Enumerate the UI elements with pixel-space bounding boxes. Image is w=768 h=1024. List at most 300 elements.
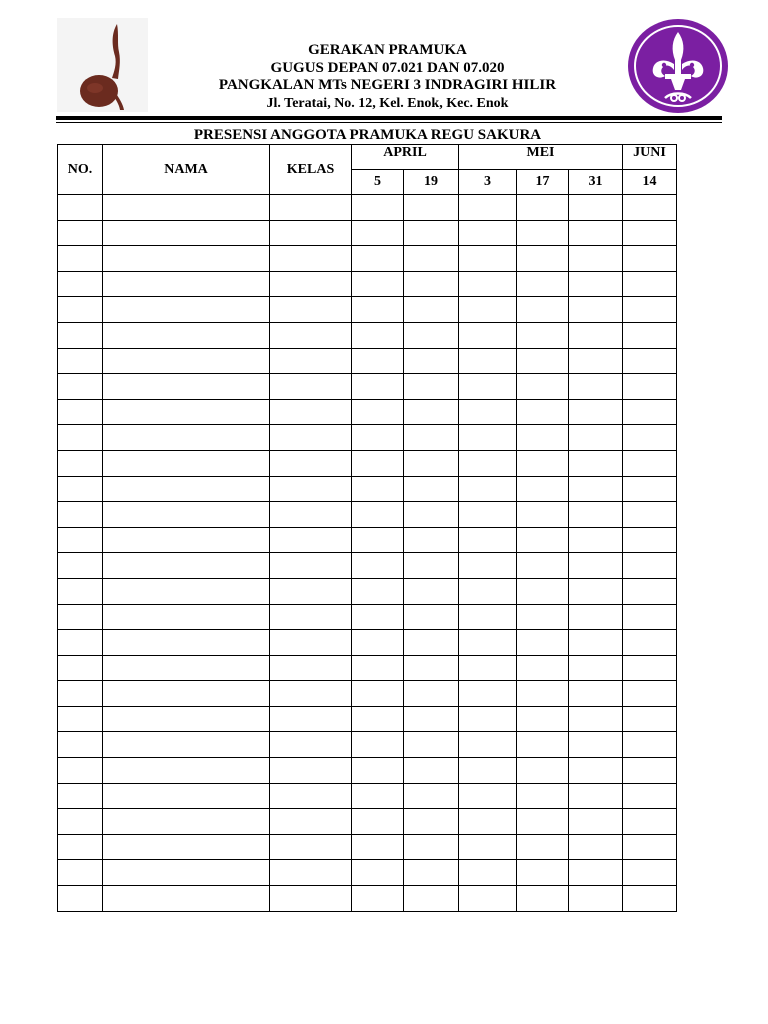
cell-attendance[interactable] [517, 732, 569, 758]
cell-nama[interactable] [103, 783, 270, 809]
table-row [58, 655, 677, 681]
cell-attendance[interactable] [569, 425, 623, 451]
cell-attendance[interactable] [459, 502, 517, 528]
cell-kelas[interactable] [270, 732, 352, 758]
cell-attendance[interactable] [459, 681, 517, 707]
cell-attendance[interactable] [517, 297, 569, 323]
cell-attendance[interactable] [352, 348, 404, 374]
cell-no[interactable] [58, 322, 103, 348]
cell-kelas[interactable] [270, 476, 352, 502]
cell-attendance[interactable] [517, 502, 569, 528]
cell-attendance[interactable] [517, 399, 569, 425]
header-kelas: KELAS [270, 145, 352, 195]
cell-kelas[interactable] [270, 246, 352, 272]
cell-attendance[interactable] [623, 732, 677, 758]
cell-nama[interactable] [103, 374, 270, 400]
cell-attendance[interactable] [517, 476, 569, 502]
cell-attendance[interactable] [404, 630, 459, 656]
cell-attendance[interactable] [623, 886, 677, 912]
cell-attendance[interactable] [404, 553, 459, 579]
cell-attendance[interactable] [459, 399, 517, 425]
cell-kelas[interactable] [270, 681, 352, 707]
cell-attendance[interactable] [459, 706, 517, 732]
cell-attendance[interactable] [404, 809, 459, 835]
header-line-pangkalan: PANGKALAN MTs NEGERI 3 INDRAGIRI HILIR [218, 77, 557, 93]
cell-no[interactable] [58, 297, 103, 323]
cell-nama[interactable] [103, 732, 270, 758]
cell-attendance[interactable] [623, 655, 677, 681]
wosm-logo [627, 18, 729, 114]
cell-attendance[interactable] [517, 527, 569, 553]
cell-attendance[interactable] [569, 348, 623, 374]
cell-attendance[interactable] [569, 834, 623, 860]
cell-attendance[interactable] [459, 809, 517, 835]
cell-kelas[interactable] [270, 450, 352, 476]
cell-attendance[interactable] [404, 399, 459, 425]
cell-attendance[interactable] [352, 450, 404, 476]
cell-kelas[interactable] [270, 502, 352, 528]
cell-attendance[interactable] [352, 297, 404, 323]
table-row [58, 886, 677, 912]
cell-no[interactable] [58, 374, 103, 400]
cell-attendance[interactable] [517, 220, 569, 246]
cell-attendance[interactable] [404, 220, 459, 246]
cell-no[interactable] [58, 220, 103, 246]
cell-kelas[interactable] [270, 399, 352, 425]
cell-attendance[interactable] [404, 322, 459, 348]
cell-attendance[interactable] [623, 450, 677, 476]
cell-attendance[interactable] [623, 399, 677, 425]
cell-attendance[interactable] [517, 374, 569, 400]
table-row [58, 706, 677, 732]
cell-attendance[interactable] [352, 374, 404, 400]
cell-attendance[interactable] [569, 220, 623, 246]
table-row [58, 860, 677, 886]
cell-attendance[interactable] [459, 834, 517, 860]
cell-attendance[interactable] [352, 681, 404, 707]
cell-attendance[interactable] [623, 783, 677, 809]
cell-no[interactable] [58, 450, 103, 476]
cell-attendance[interactable] [517, 246, 569, 272]
cell-attendance[interactable] [404, 502, 459, 528]
fleur-de-lis-icon [627, 18, 729, 114]
cell-no[interactable] [58, 860, 103, 886]
tunas-kelapa-logo [57, 18, 148, 112]
cell-attendance[interactable] [623, 271, 677, 297]
cell-no[interactable] [58, 246, 103, 272]
cell-attendance[interactable] [459, 604, 517, 630]
cell-attendance[interactable] [517, 630, 569, 656]
table-row [58, 476, 677, 502]
header-date: 14 [623, 170, 677, 195]
cell-nama[interactable] [103, 348, 270, 374]
cell-nama[interactable] [103, 578, 270, 604]
cell-attendance[interactable] [517, 809, 569, 835]
cell-nama[interactable] [103, 630, 270, 656]
cell-no[interactable] [58, 732, 103, 758]
cell-attendance[interactable] [569, 655, 623, 681]
cell-attendance[interactable] [623, 834, 677, 860]
cell-attendance[interactable] [623, 604, 677, 630]
cell-attendance[interactable] [404, 655, 459, 681]
cell-attendance[interactable] [352, 502, 404, 528]
cell-attendance[interactable] [517, 450, 569, 476]
cell-nama[interactable] [103, 271, 270, 297]
cell-kelas[interactable] [270, 271, 352, 297]
cell-attendance[interactable] [569, 271, 623, 297]
table-row [58, 681, 677, 707]
cell-attendance[interactable] [352, 706, 404, 732]
cell-attendance[interactable] [459, 783, 517, 809]
cell-attendance[interactable] [569, 681, 623, 707]
cell-nama[interactable] [103, 399, 270, 425]
cell-attendance[interactable] [352, 476, 404, 502]
cell-attendance[interactable] [623, 681, 677, 707]
cell-attendance[interactable] [404, 450, 459, 476]
cell-attendance[interactable] [352, 553, 404, 579]
cell-kelas[interactable] [270, 834, 352, 860]
cell-kelas[interactable] [270, 578, 352, 604]
cell-attendance[interactable] [623, 348, 677, 374]
cell-attendance[interactable] [623, 220, 677, 246]
cell-kelas[interactable] [270, 655, 352, 681]
header-nama: NAMA [103, 145, 270, 195]
cell-attendance[interactable] [352, 630, 404, 656]
cell-attendance[interactable] [352, 578, 404, 604]
cell-attendance[interactable] [517, 758, 569, 784]
cell-no[interactable] [58, 553, 103, 579]
cell-kelas[interactable] [270, 553, 352, 579]
cell-attendance[interactable] [352, 271, 404, 297]
cell-attendance[interactable] [569, 783, 623, 809]
cell-attendance[interactable] [569, 706, 623, 732]
cell-nama[interactable] [103, 553, 270, 579]
cell-attendance[interactable] [517, 783, 569, 809]
cell-kelas[interactable] [270, 220, 352, 246]
cell-attendance[interactable] [404, 195, 459, 221]
cell-attendance[interactable] [623, 374, 677, 400]
header-divider-thin [56, 122, 722, 123]
cell-attendance[interactable] [623, 578, 677, 604]
letterhead [150, 42, 625, 112]
cell-attendance[interactable] [352, 860, 404, 886]
cell-attendance[interactable] [404, 758, 459, 784]
cell-kelas[interactable] [270, 425, 352, 451]
table-row [58, 246, 677, 272]
cell-attendance[interactable] [517, 706, 569, 732]
cell-attendance[interactable] [517, 425, 569, 451]
header-date: 3 [459, 170, 517, 195]
cell-attendance[interactable] [352, 758, 404, 784]
cell-attendance[interactable] [517, 322, 569, 348]
cell-attendance[interactable] [569, 860, 623, 886]
cell-kelas[interactable] [270, 374, 352, 400]
cell-attendance[interactable] [459, 578, 517, 604]
cell-attendance[interactable] [569, 450, 623, 476]
cell-attendance[interactable] [623, 476, 677, 502]
cell-attendance[interactable] [459, 374, 517, 400]
cell-no[interactable] [58, 681, 103, 707]
cell-attendance[interactable] [569, 502, 623, 528]
cell-attendance[interactable] [459, 271, 517, 297]
cell-attendance[interactable] [404, 271, 459, 297]
header-date: 5 [352, 170, 404, 195]
cell-attendance[interactable] [404, 604, 459, 630]
cell-attendance[interactable] [623, 246, 677, 272]
cell-attendance[interactable] [569, 630, 623, 656]
cell-attendance[interactable] [623, 297, 677, 323]
header-line-org: GERAKAN PRAMUKA [308, 42, 467, 58]
cell-attendance[interactable] [569, 886, 623, 912]
cell-attendance[interactable] [459, 348, 517, 374]
cell-attendance[interactable] [459, 527, 517, 553]
cell-kelas[interactable] [270, 348, 352, 374]
cell-attendance[interactable] [517, 553, 569, 579]
table-row [58, 630, 677, 656]
cell-no[interactable] [58, 630, 103, 656]
cell-attendance[interactable] [623, 809, 677, 835]
cell-attendance[interactable] [459, 655, 517, 681]
cell-kelas[interactable] [270, 783, 352, 809]
cell-no[interactable] [58, 578, 103, 604]
table-row [58, 425, 677, 451]
table-row [58, 809, 677, 835]
cell-nama[interactable] [103, 220, 270, 246]
cell-kelas[interactable] [270, 322, 352, 348]
cell-attendance[interactable] [352, 399, 404, 425]
cell-attendance[interactable] [569, 297, 623, 323]
attendance-rows [58, 195, 677, 912]
cell-attendance[interactable] [569, 374, 623, 400]
cell-no[interactable] [58, 834, 103, 860]
cell-no[interactable] [58, 271, 103, 297]
cell-nama[interactable] [103, 809, 270, 835]
cell-attendance[interactable] [459, 425, 517, 451]
table-row [58, 322, 677, 348]
cell-attendance[interactable] [569, 246, 623, 272]
header-month-april: APRIL [352, 145, 459, 170]
cell-attendance[interactable] [404, 578, 459, 604]
cell-attendance[interactable] [459, 450, 517, 476]
cell-nama[interactable] [103, 195, 270, 221]
cell-no[interactable] [58, 527, 103, 553]
cell-no[interactable] [58, 502, 103, 528]
cell-attendance[interactable] [459, 220, 517, 246]
table-row [58, 271, 677, 297]
cell-attendance[interactable] [569, 322, 623, 348]
cell-attendance[interactable] [517, 271, 569, 297]
cell-attendance[interactable] [352, 604, 404, 630]
cell-attendance[interactable] [623, 425, 677, 451]
cell-nama[interactable] [103, 706, 270, 732]
header-month-mei: MEI [459, 145, 623, 170]
cell-attendance[interactable] [404, 374, 459, 400]
cell-attendance[interactable] [517, 834, 569, 860]
cell-attendance[interactable] [569, 604, 623, 630]
cell-attendance[interactable] [517, 578, 569, 604]
cell-attendance[interactable] [352, 886, 404, 912]
header-date: 31 [569, 170, 623, 195]
cell-attendance[interactable] [404, 706, 459, 732]
cell-no[interactable] [58, 348, 103, 374]
cell-no[interactable] [58, 809, 103, 835]
cell-attendance[interactable] [623, 527, 677, 553]
cell-no[interactable] [58, 195, 103, 221]
cell-kelas[interactable] [270, 706, 352, 732]
cell-kelas[interactable] [270, 758, 352, 784]
cell-attendance[interactable] [404, 425, 459, 451]
cell-attendance[interactable] [404, 297, 459, 323]
cell-attendance[interactable] [459, 732, 517, 758]
cell-attendance[interactable] [459, 860, 517, 886]
cell-attendance[interactable] [517, 348, 569, 374]
cell-attendance[interactable] [569, 553, 623, 579]
cell-no[interactable] [58, 604, 103, 630]
cell-kelas[interactable] [270, 297, 352, 323]
cell-attendance[interactable] [459, 886, 517, 912]
cell-attendance[interactable] [404, 476, 459, 502]
table-row [58, 195, 677, 221]
cell-attendance[interactable] [404, 860, 459, 886]
cell-attendance[interactable] [569, 758, 623, 784]
cell-nama[interactable] [103, 322, 270, 348]
cell-no[interactable] [58, 476, 103, 502]
cell-attendance[interactable] [569, 578, 623, 604]
header-line-gugus: GUGUS DEPAN 07.021 DAN 07.020 [270, 59, 505, 76]
cell-attendance[interactable] [459, 758, 517, 784]
cell-attendance[interactable] [352, 834, 404, 860]
cell-kelas[interactable] [270, 630, 352, 656]
cell-attendance[interactable] [623, 553, 677, 579]
cell-attendance[interactable] [404, 783, 459, 809]
cell-attendance[interactable] [352, 195, 404, 221]
cell-attendance[interactable] [404, 886, 459, 912]
cell-attendance[interactable] [459, 630, 517, 656]
table-row [58, 578, 677, 604]
cell-attendance[interactable] [517, 604, 569, 630]
attendance-table [57, 144, 677, 912]
cell-attendance[interactable] [352, 322, 404, 348]
cell-attendance[interactable] [517, 681, 569, 707]
cell-attendance[interactable] [404, 246, 459, 272]
cell-attendance[interactable] [459, 195, 517, 221]
cell-nama[interactable] [103, 758, 270, 784]
cell-attendance[interactable] [352, 732, 404, 758]
cell-attendance[interactable] [352, 220, 404, 246]
cell-attendance[interactable] [517, 886, 569, 912]
cell-nama[interactable] [103, 297, 270, 323]
cell-attendance[interactable] [404, 348, 459, 374]
cell-attendance[interactable] [569, 195, 623, 221]
cell-kelas[interactable] [270, 886, 352, 912]
cell-no[interactable] [58, 783, 103, 809]
header-date: 17 [517, 170, 569, 195]
cell-attendance[interactable] [517, 655, 569, 681]
cell-nama[interactable] [103, 527, 270, 553]
cell-nama[interactable] [103, 476, 270, 502]
cell-attendance[interactable] [623, 860, 677, 886]
cell-attendance[interactable] [569, 476, 623, 502]
cell-nama[interactable] [103, 246, 270, 272]
table-row [58, 527, 677, 553]
cell-attendance[interactable] [459, 553, 517, 579]
cell-attendance[interactable] [623, 502, 677, 528]
cell-attendance[interactable] [404, 681, 459, 707]
cell-nama[interactable] [103, 886, 270, 912]
cell-no[interactable] [58, 655, 103, 681]
cell-nama[interactable] [103, 834, 270, 860]
cell-attendance[interactable] [517, 860, 569, 886]
cell-nama[interactable] [103, 604, 270, 630]
cell-attendance[interactable] [569, 732, 623, 758]
cell-attendance[interactable] [404, 834, 459, 860]
cell-nama[interactable] [103, 655, 270, 681]
header-line-address: Jl. Teratai, No. 12, Kel. Enok, Kec. Enok [266, 95, 509, 111]
table-row [58, 604, 677, 630]
cell-no[interactable] [58, 706, 103, 732]
cell-kelas[interactable] [270, 604, 352, 630]
cell-attendance[interactable] [623, 195, 677, 221]
cell-attendance[interactable] [459, 476, 517, 502]
cell-attendance[interactable] [352, 655, 404, 681]
cell-kelas[interactable] [270, 527, 352, 553]
cell-no[interactable] [58, 399, 103, 425]
cell-nama[interactable] [103, 860, 270, 886]
cell-attendance[interactable] [623, 758, 677, 784]
cell-nama[interactable] [103, 425, 270, 451]
table-row [58, 502, 677, 528]
cell-attendance[interactable] [352, 783, 404, 809]
table-row [58, 732, 677, 758]
table-row [58, 374, 677, 400]
cell-attendance[interactable] [569, 399, 623, 425]
table-row [58, 220, 677, 246]
attendance-title: PRESENSI ANGGOTA PRAMUKA REGU SAKURA [193, 127, 542, 143]
cell-attendance[interactable] [623, 322, 677, 348]
cell-attendance[interactable] [352, 527, 404, 553]
cell-attendance[interactable] [459, 322, 517, 348]
cell-no[interactable] [58, 886, 103, 912]
cell-attendance[interactable] [459, 246, 517, 272]
cell-nama[interactable] [103, 502, 270, 528]
header-divider-thick [56, 116, 722, 120]
table-row [58, 450, 677, 476]
cell-nama[interactable] [103, 681, 270, 707]
cell-attendance[interactable] [352, 809, 404, 835]
cell-attendance[interactable] [459, 297, 517, 323]
cell-attendance[interactable] [352, 425, 404, 451]
cell-kelas[interactable] [270, 809, 352, 835]
cell-kelas[interactable] [270, 195, 352, 221]
table-row [58, 399, 677, 425]
header-month-juni: JUNI [623, 145, 677, 170]
table-row [58, 297, 677, 323]
cell-attendance[interactable] [569, 527, 623, 553]
cell-nama[interactable] [103, 450, 270, 476]
cell-attendance[interactable] [623, 630, 677, 656]
table-row [58, 553, 677, 579]
cell-attendance[interactable] [404, 527, 459, 553]
table-row [58, 783, 677, 809]
cell-kelas[interactable] [270, 860, 352, 886]
cell-attendance[interactable] [569, 809, 623, 835]
cell-attendance[interactable] [623, 706, 677, 732]
cell-no[interactable] [58, 425, 103, 451]
cell-attendance[interactable] [517, 195, 569, 221]
cell-attendance[interactable] [352, 246, 404, 272]
cell-no[interactable] [58, 758, 103, 784]
cell-attendance[interactable] [404, 732, 459, 758]
